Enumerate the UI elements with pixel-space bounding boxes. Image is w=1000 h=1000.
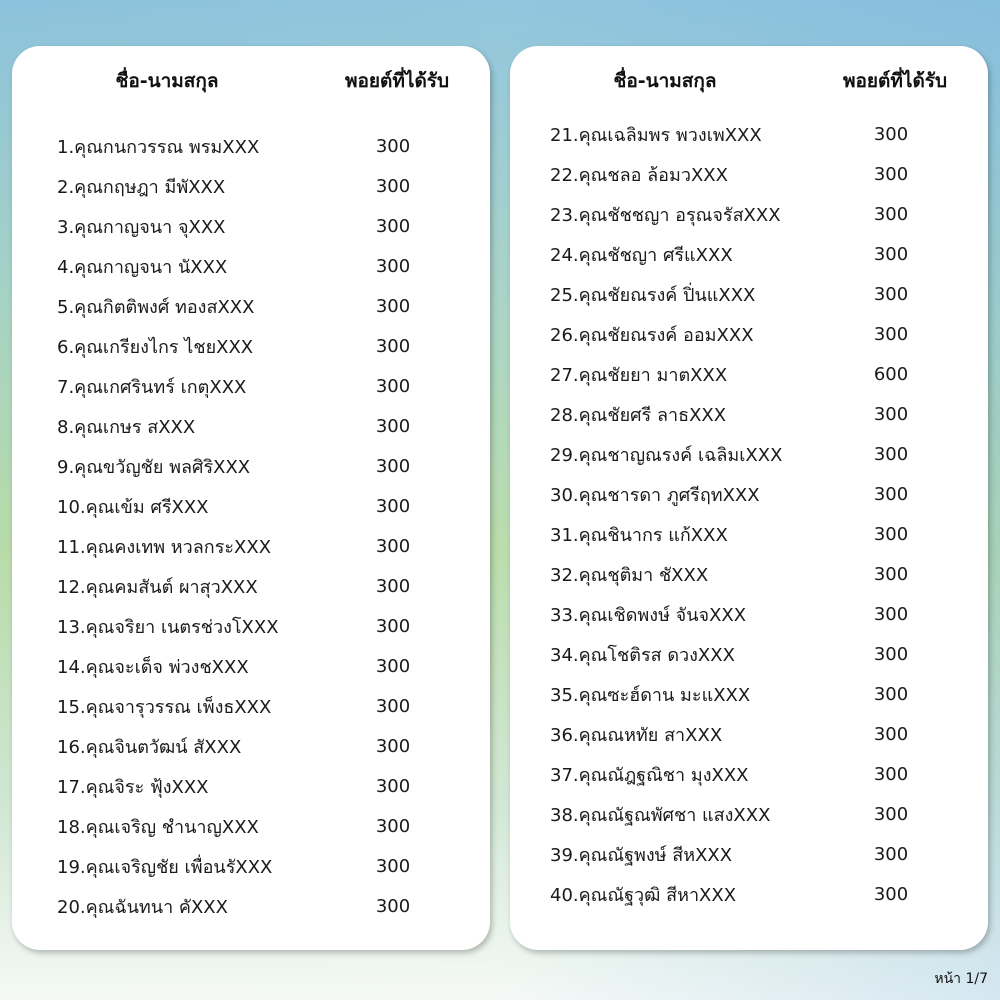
list-item xyxy=(510,314,988,354)
list-item xyxy=(510,354,988,394)
recipient-name: 1.คุณกนกวรรณ พรมXXX xyxy=(57,136,260,158)
points-value: 300 xyxy=(375,615,411,637)
list-item xyxy=(12,766,490,806)
points-value: 300 xyxy=(375,895,411,917)
points-value: 300 xyxy=(375,655,411,677)
recipient-name: 16.คุณจินตวัฒน์ สัXXX xyxy=(57,736,242,758)
recipient-name: 24.คุณชัชญา ศรีแXXX xyxy=(550,244,733,266)
points-value: 300 xyxy=(873,323,909,345)
name-column-header: ชื่อ-นามสกุล xyxy=(115,70,219,92)
recipient-name: 6.คุณเกรียงไกร ไชยXXX xyxy=(57,336,254,358)
recipient-name: 37.คุณณัฎฐณิชา มุงXXX xyxy=(550,764,749,786)
points-value: 300 xyxy=(873,883,909,905)
list-item xyxy=(510,794,988,834)
list-item xyxy=(12,166,490,206)
list-item xyxy=(510,474,988,514)
recipient-name: 19.คุณเจริญชัย เพื่อนรัXXX xyxy=(57,856,273,878)
left-list-panel xyxy=(12,46,490,950)
list-item xyxy=(12,606,490,646)
list-item xyxy=(510,194,988,234)
points-value: 300 xyxy=(375,495,411,517)
list-item xyxy=(12,326,490,366)
points-value: 300 xyxy=(873,643,909,665)
list-item xyxy=(12,886,490,926)
left-list xyxy=(12,126,490,926)
recipient-name: 35.คุณซะฮ์ดาน มะแXXX xyxy=(550,684,751,706)
list-item xyxy=(12,566,490,606)
list-item xyxy=(510,554,988,594)
recipient-name: 23.คุณชัชชญา อรุณจรัสXXX xyxy=(550,204,781,226)
recipient-name: 20.คุณฉันทนา คัXXX xyxy=(57,896,228,918)
points-value: 300 xyxy=(873,123,909,145)
recipient-name: 8.คุณเกษร สXXX xyxy=(57,416,196,438)
recipient-name: 38.คุณณัฐณพัศชา แสงXXX xyxy=(550,804,771,826)
recipient-name: 39.คุณณัฐพงษ์ สีหXXX xyxy=(550,844,733,866)
list-item xyxy=(12,646,490,686)
recipient-name: 22.คุณชลอ ล้อมวXXX xyxy=(550,164,728,186)
list-item xyxy=(510,394,988,434)
points-value: 300 xyxy=(873,483,909,505)
points-value: 300 xyxy=(375,735,411,757)
list-item xyxy=(12,486,490,526)
recipient-name: 40.คุณณัฐวุฒิ สีหาXXX xyxy=(550,884,737,906)
list-item xyxy=(510,674,988,714)
list-item xyxy=(510,594,988,634)
points-value: 300 xyxy=(873,843,909,865)
recipient-name: 29.คุณชาญณรงค์ เฉลิมเXXX xyxy=(550,444,783,466)
right-list xyxy=(510,114,988,914)
list-item xyxy=(510,874,988,914)
points-value: 300 xyxy=(375,575,411,597)
points-value: 300 xyxy=(375,175,411,197)
recipient-name: 33.คุณเชิดพงษ์ จันจXXX xyxy=(550,604,747,626)
points-value: 300 xyxy=(873,403,909,425)
points-value: 300 xyxy=(375,255,411,277)
list-item xyxy=(510,434,988,474)
points-value: 300 xyxy=(873,603,909,625)
list-item xyxy=(510,114,988,154)
recipient-name: 7.คุณเกศรินทร์ เกตุXXX xyxy=(57,376,247,398)
points-value: 600 xyxy=(873,363,909,385)
list-item xyxy=(12,286,490,326)
list-item xyxy=(510,634,988,674)
recipient-name: 32.คุณชุติมา ชัXXX xyxy=(550,564,709,586)
list-item xyxy=(510,834,988,874)
recipient-name: 12.คุณคมสันต์ ผาสุวXXX xyxy=(57,576,258,598)
recipient-name: 4.คุณกาญจนา นัXXX xyxy=(57,256,228,278)
list-item xyxy=(510,754,988,794)
list-item xyxy=(12,846,490,886)
points-value: 300 xyxy=(375,415,411,437)
recipient-name: 5.คุณกิตติพงศ์ ทองสXXX xyxy=(57,296,255,318)
list-item xyxy=(510,714,988,754)
list-item xyxy=(12,806,490,846)
recipient-name: 28.คุณชัยศรี ลาธXXX xyxy=(550,404,727,426)
name-column-header: ชื่อ-นามสกุล xyxy=(613,70,717,92)
points-value: 300 xyxy=(873,283,909,305)
list-item xyxy=(12,206,490,246)
recipient-name: 2.คุณกฤษฎา มีพัXXX xyxy=(57,176,226,198)
recipient-name: 17.คุณจิระ ฟุ้งXXX xyxy=(57,776,209,798)
points-value: 300 xyxy=(375,215,411,237)
points-value: 300 xyxy=(873,203,909,225)
list-item xyxy=(12,366,490,406)
points-column-header: พอยต์ที่ได้รับ xyxy=(344,70,450,92)
recipient-name: 10.คุณเข้ม ศรีXXX xyxy=(57,496,209,518)
page-indicator: หน้า 1/7 xyxy=(934,971,988,987)
list-item xyxy=(12,526,490,566)
list-item xyxy=(510,234,988,274)
points-column-header: พอยต์ที่ได้รับ xyxy=(842,70,948,92)
recipient-name: 27.คุณชัยยา มาตXXX xyxy=(550,364,728,386)
points-value: 300 xyxy=(873,443,909,465)
recipient-name: 9.คุณขวัญชัย พลศิริXXX xyxy=(57,456,251,478)
points-value: 300 xyxy=(873,683,909,705)
list-item xyxy=(12,126,490,166)
list-item xyxy=(12,446,490,486)
recipient-name: 26.คุณชัยณรงค์ ออมXXX xyxy=(550,324,754,346)
recipient-name: 11.คุณคงเทพ หวลกระXXX xyxy=(57,536,272,558)
points-value: 300 xyxy=(375,535,411,557)
points-value: 300 xyxy=(375,695,411,717)
points-value: 300 xyxy=(873,163,909,185)
points-value: 300 xyxy=(375,375,411,397)
points-value: 300 xyxy=(375,335,411,357)
recipient-name: 25.คุณชัยณรงค์ ปิ่นแXXX xyxy=(550,284,756,306)
list-item xyxy=(510,154,988,194)
list-item xyxy=(12,726,490,766)
right-list-panel xyxy=(510,46,988,950)
list-item xyxy=(12,686,490,726)
recipient-name: 36.คุณณหทัย สาXXX xyxy=(550,724,723,746)
points-value: 300 xyxy=(873,803,909,825)
recipient-name: 13.คุณจริยา เนตรช่วงโXXX xyxy=(57,616,279,638)
points-value: 300 xyxy=(375,815,411,837)
list-item xyxy=(12,246,490,286)
recipient-name: 21.คุณเฉลิมพร พวงเพXXX xyxy=(550,124,762,146)
points-value: 300 xyxy=(375,775,411,797)
points-value: 300 xyxy=(873,563,909,585)
list-item xyxy=(510,514,988,554)
points-value: 300 xyxy=(873,763,909,785)
recipient-name: 18.คุณเจริญ ชำนาญXXX xyxy=(57,816,259,838)
points-value: 300 xyxy=(375,295,411,317)
points-value: 300 xyxy=(375,455,411,477)
points-value: 300 xyxy=(873,723,909,745)
list-item xyxy=(12,406,490,446)
recipient-name: 30.คุณชารดา ภูศรีฤทXXX xyxy=(550,484,760,506)
recipient-name: 3.คุณกาญจนา จุXXX xyxy=(57,216,226,238)
recipient-name: 34.คุณโชติรส ดวงXXX xyxy=(550,644,735,666)
points-value: 300 xyxy=(375,135,411,157)
points-value: 300 xyxy=(375,855,411,877)
recipient-name: 14.คุณจะเด็จ พ่วงชXXX xyxy=(57,656,249,678)
recipient-name: 31.คุณชินากร แก้XXX xyxy=(550,524,728,546)
list-item xyxy=(510,274,988,314)
points-value: 300 xyxy=(873,523,909,545)
recipient-name: 15.คุณจารุวรรณ เพ็งธXXX xyxy=(57,696,272,718)
points-value: 300 xyxy=(873,243,909,265)
